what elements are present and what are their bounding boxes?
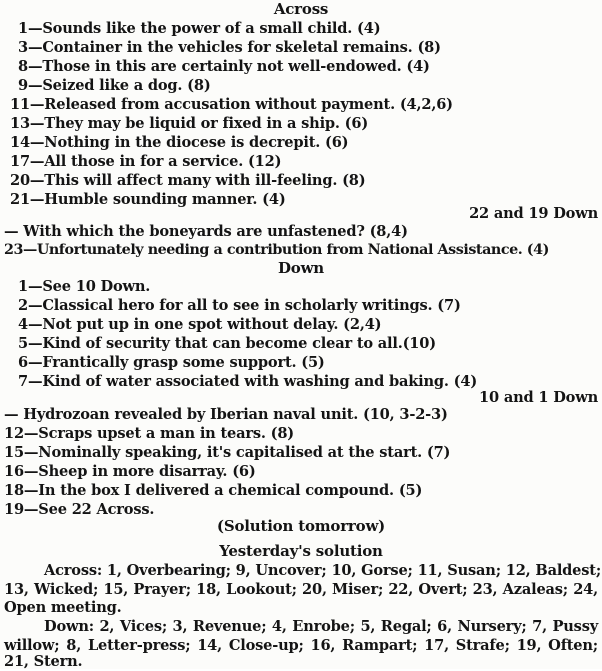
clue-across-20: 20—This will affect many with ill-feeling. (8) (10, 172, 366, 189)
clue-down-19: 19—See 22 Across. (4, 501, 155, 518)
clue-down-7: 7—Kind of water associated with washing and baking. (4) (18, 373, 478, 390)
clue-across-3: 3—Container in the vehicles for skeletal remains. (8) (18, 39, 441, 56)
clue-across-23: 23—Unfortunately needing a contribution from National Assistance. (4) (4, 242, 549, 258)
clue-down-12: 12—Scraps upset a man in tears. (8) (4, 425, 294, 442)
across-heading: Across (273, 0, 329, 18)
clue-down-10-reference: 10 and 1 Down (479, 389, 598, 406)
clue-down-18: 18—In the box I delivered a chemical compound. (5) (4, 482, 423, 499)
solution-across-line-3: Open meeting. (4, 599, 122, 616)
yesterday-heading: Yesterday's solution (219, 542, 383, 560)
clue-across-22-reference: 22 and 19 Down (469, 205, 598, 222)
clue-across-8: 8—Those in this are certainly not well-endowed. (4) (18, 58, 430, 75)
clue-across-11: 11—Released from accusation without payment. (4,2,6) (10, 96, 453, 113)
clue-down-16: 16—Sheep in more disarray. (6) (4, 463, 256, 480)
clue-down-6: 6—Frantically grasp some support. (5) (18, 354, 325, 371)
solution-down-line-1: Down: 2, Vices; 3, Revenue; 4, Enrobe; 5, Regal; 6, Nursery; 7, Pussy (44, 618, 598, 635)
clue-across-1: 1—Sounds like the power of a small child. (4) (18, 20, 381, 37)
clue-across-22: — With which the boneyards are unfastened? (8,4) (4, 223, 408, 240)
solution-note: (Solution tomorrow) (216, 517, 386, 535)
clue-across-14: 14—Nothing in the diocese is decrepit. (6) (10, 134, 349, 151)
clue-down-4: 4—Not put up in one spot without delay. (2,4) (18, 316, 382, 333)
down-heading: Down (277, 259, 325, 277)
solution-down-line-2: willow; 8, Letter-press; 14, Close-up; 16, Rampart; 17, Strafe; 19, Often; (4, 637, 598, 654)
clue-across-13: 13—They may be liquid or fixed in a ship. (6) (10, 115, 369, 132)
solution-across-line-1: Across: 1, Overbearing; 9, Uncover; 10, Gorse; 11, Susan; 12, Baldest; (44, 562, 602, 579)
clue-across-9: 9—Seized like a dog. (8) (18, 77, 211, 94)
clue-across-21: 21—Humble sounding manner. (4) (10, 191, 286, 208)
solution-across-line-2: 13, Wicked; 15, Prayer; 18, Lookout; 20, Miser; 22, Overt; 23, Azaleas; 24, (4, 581, 598, 598)
clue-down-15: 15—Nominally speaking, it's capitalised at the start. (7) (4, 444, 451, 461)
clue-across-17: 17—All those in for a service. (12) (10, 153, 282, 170)
clue-down-10: — Hydrozoan revealed by Iberian naval unit. (10, 3-2-3) (4, 406, 448, 423)
clue-down-2: 2—Classical hero for all to see in scholarly writings. (7) (18, 297, 461, 314)
clue-down-1: 1—See 10 Down. (18, 278, 151, 295)
solution-down-line-3: 21, Stern. (4, 653, 83, 670)
clue-down-5: 5—Kind of security that can become clear to all.(10) (18, 335, 436, 352)
